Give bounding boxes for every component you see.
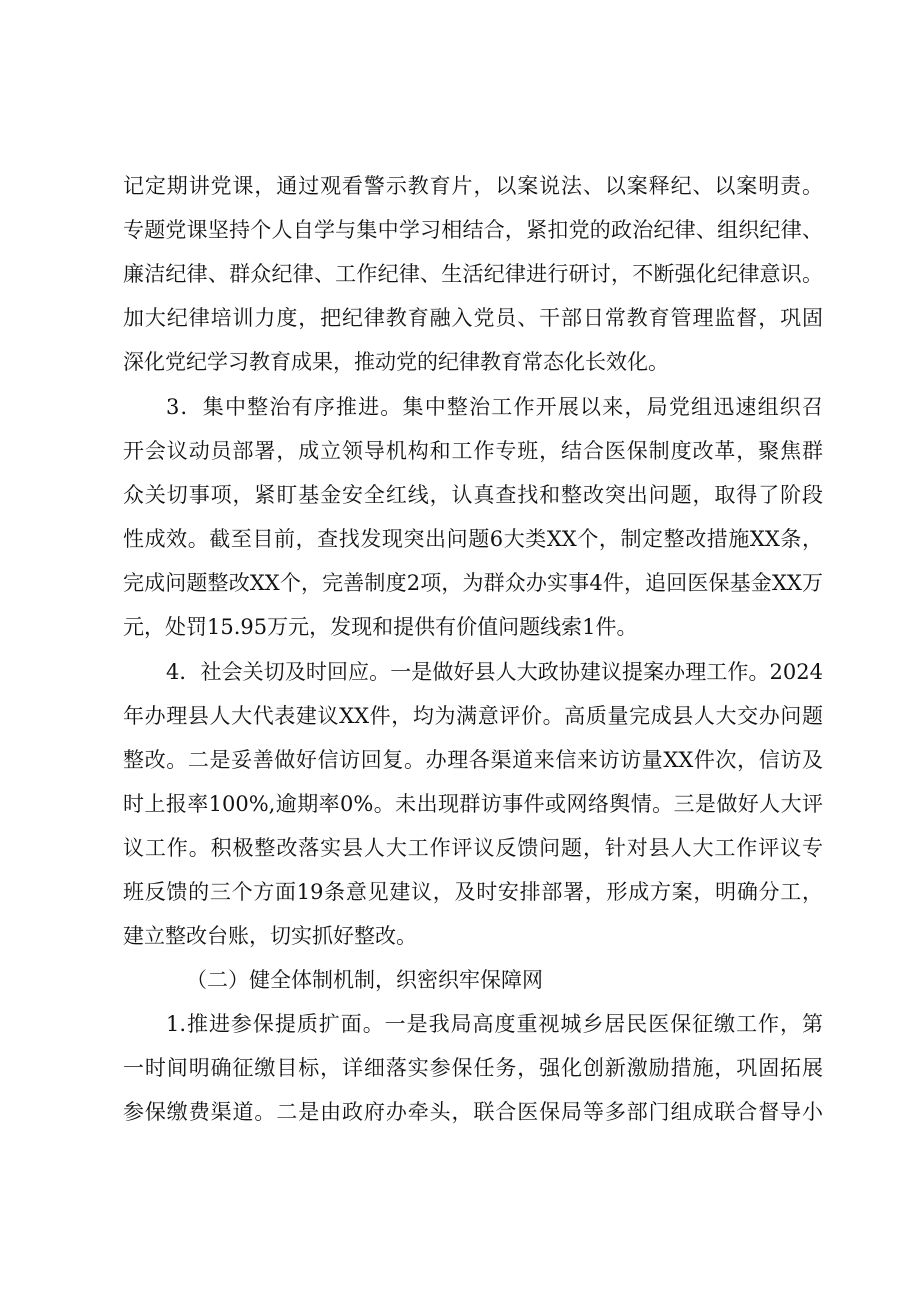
text-line: 1.推进参保提质扩面。一是我局高度重视城乡居民医保征缴工作，第 — [166, 1012, 823, 1036]
text-line: 众关切事项，紧盯基金安全红线，认真查找和整改突出问题，取得了阶段 — [123, 483, 823, 507]
text-line: 专题党课坚持个人自学与集中学习相结合，紧扣党的政治纪律、组织纪律、 — [123, 218, 823, 242]
text-line: 4．社会关切及时回应。一是做好县人大政协建议提案办理工作。2024 — [166, 660, 823, 684]
text-line: 廉洁纪律、群众纪律、工作纪律、生活纪律进行研讨，不断强化纪律意识。 — [123, 262, 823, 286]
text-line: 班反馈的三个方面19条意见建议，及时安排部署，形成方案，明确分工， — [123, 880, 823, 904]
text-line: 参保缴费渠道。二是由政府办牵头，联合医保局等多部门组成联合督导小 — [123, 1100, 823, 1124]
text-line: 时上报率100%,逾期率0%。未出现群访事件或网络舆情。三是做好人大评 — [123, 792, 823, 816]
text-line: 建立整改台账，切实抓好整改。 — [123, 924, 417, 948]
text-line: 整改。二是妥善做好信访回复。办理各渠道来信来访访量XX件次，信访及 — [123, 748, 823, 772]
section-heading: （二）健全体制机制，织密织牢保障网 — [186, 968, 543, 992]
text-line: 议工作。积极整改落实县人大工作评议反馈问题，针对县人大工作评议专 — [123, 836, 823, 860]
text-line: 元，处罚15.95万元，发现和提供有价值问题线索1件。 — [123, 615, 638, 639]
text-line: 年办理县人大代表建议XX件，均为满意评价。高质量完成县人大交办问题 — [123, 704, 823, 728]
text-line: 性成效。截至目前，查找发现突出问题6大类XX个，制定整改措施XX条， — [123, 527, 823, 551]
text-line: 一时间明确征缴目标，详细落实参保任务，强化创新激励措施，巩固拓展 — [123, 1056, 823, 1080]
text-line: 记定期讲党课，通过观看警示教育片，以案说法、以案释纪、以案明责。 — [123, 174, 823, 198]
text-line: 加大纪律培训力度，把纪律教育融入党员、干部日常教育管理监督，巩固 — [123, 306, 823, 330]
text-line: 深化党纪学习教育成果，推动党的纪律教育常态化长效化。 — [123, 350, 669, 374]
text-line: 开会议动员部署，成立领导机构和工作专班，结合医保制度改革，聚焦群 — [123, 439, 823, 463]
text-line: 3．集中整治有序推进。集中整治工作开展以来，局党组迅速组织召 — [166, 395, 823, 419]
text-line: 完成问题整改XX个，完善制度2项，为群众办实事4件，追回医保基金XX万 — [123, 571, 823, 595]
